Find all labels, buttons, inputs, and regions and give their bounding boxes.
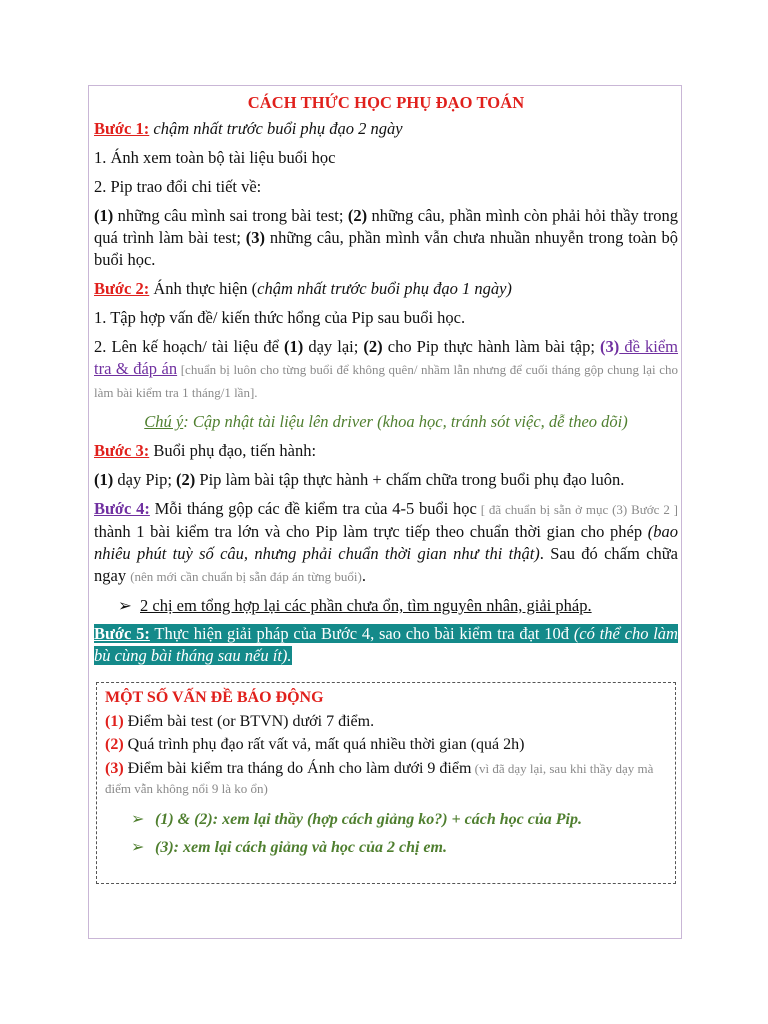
s2-n3: (3) [600,337,620,356]
alarm-item-3 [105,759,669,799]
s4-b: thành 1 bài kiểm tra lớn và cho Pip làm trực tiếp theo chuẩn thời gian cho phép [94,522,648,541]
alarm-title: MỘT SỐ VẤN ĐỀ BÁO ĐỘNG [105,689,324,706]
s2-d: đề kiểm tra & đáp án [94,337,679,378]
s3-n2: (2) [176,470,196,489]
detail-2: những câu, phần mình còn phải hỏi thầy trong quá trình làm bài test; [94,206,678,247]
s2-c: cho Pip thực hành làm bài tập; [382,337,601,356]
step-2-item-1: 1. Tập hợp vấn đề/ kiến thức hổng của Pip sau buổi học. [94,308,466,327]
alarm-item-1 [105,713,669,731]
note-text: : Cập nhật tài liệu lên driver (khoa học, tránh sót việc, dễ theo dõi) [183,412,628,431]
s4-note2: (nên mới cần chuẩn bị sẵn đáp án từng buổi) [130,569,362,584]
num-1: (1) [94,206,114,225]
s2-n1: (1) [284,337,304,356]
a3-t: Điểm bài kiểm tra tháng do Ánh cho làm dưới 9 điểm [123,760,472,777]
a1-n: (1) [105,713,124,730]
a3-note: (vì đã dạy lại, sau khi thầy dạy mà điểm vẫn không nổi 9 là ko ổn) [105,761,654,796]
step-1 [94,118,678,140]
document-body [94,92,678,674]
a3-n: (3) [105,760,124,777]
a2-t: Quá trình phụ đạo rất vất vả, mất quá nhiều thời gian (quá 2h) [123,736,525,753]
s4-c: . Sau đó chấm chữa ngay [94,544,678,585]
step-5-text: Thực hiện giải pháp của Bước 4, sao cho bài kiểm tra đạt 10đ [149,624,574,643]
detail-1: những câu mình sai trong bài test; [113,206,348,225]
step-4-bullet [118,595,678,617]
step-3-item [94,469,678,491]
step-4-label: Bước 4: [94,499,150,518]
step-1-detail [94,205,678,271]
step-4 [94,498,678,588]
step-3-text: Buổi phụ đạo, tiến hành: [149,441,317,460]
alarm-item-2 [105,736,669,754]
step-5 [94,623,678,667]
arrow-bullet-icon: ➢ [131,811,145,828]
s4-italic: (bao nhiêu phút tuỳ số câu, nhưng phải chuẩn thời gian như thi thật) [94,522,678,563]
num-2: (2) [347,206,368,225]
s2-note: [chuẩn bị luôn cho từng buổi để không quên/ nhầm lẫn nhưng để cuối tháng gộp chung lại cho làm bài kiểm tra 1 tháng/1 lần]. [94,362,678,400]
arrow-bullet-icon: ➢ [131,839,145,856]
note-line [94,411,678,433]
step-5-label: Bước 5: [94,624,150,643]
s3-b: Pip làm bài tập thực hành + chấm chữa trong buổi phụ đạo luôn. [195,470,625,489]
s2-a: 2. Lên kế hoạch/ tài liệu để [94,337,284,356]
alarm-box [96,682,676,884]
step-2 [94,278,678,300]
arrow-bullet-icon: ➢ [118,596,132,615]
alarm-bullet-1-text: (1) & (2): xem lại thầy (hợp cách giảng ko?) + cách học của Pip. [155,811,582,828]
step-5-italic: (có thể cho làm bù cùng bài tháng sau nếu ít). [94,624,678,665]
step-1-item-2: 2. Pip trao đổi chi tiết về: [94,177,262,196]
step-2-italic: chậm nhất trước buổi phụ đạo 1 ngày) [257,279,512,298]
document-title: CÁCH THỨC HỌC PHỤ ĐẠO TOÁN [247,93,525,112]
detail-3: những câu, phần mình vẫn chưa nhuần nhuyễn trong toàn bộ buổi học. [94,228,678,269]
step-1-text: chậm nhất trước buổi phụ đạo 2 ngày [153,119,403,138]
s4-d: . [361,566,366,585]
step-1-item-1: 1. Ánh xem toàn bộ tài liệu buổi học [94,148,336,167]
s4-a: Mỗi tháng gộp các đề kiểm tra của 4-5 buổi học [149,499,477,518]
step-5-highlight [94,624,678,665]
num-3: (3) [245,228,266,247]
bullet-4-text: 2 chị em tổng hợp lại các phần chưa ổn, tìm nguyên nhân, giải pháp. [140,596,592,615]
step-3 [94,440,678,462]
note-label: Chú ý [144,412,184,431]
s4-note1: [ đã chuẩn bị sẵn ở mục (3) Bước 2 ] [476,502,679,517]
step-1-label: Bước 1: [94,119,150,138]
step-3-label: Bước 3: [94,441,150,460]
step-2-text: Ánh thực hiện ( [149,279,258,298]
s2-b: dạy lại; [303,337,364,356]
a2-n: (2) [105,736,124,753]
s2-n2: (2) [363,337,383,356]
alarm-bullet-2-text: (3): xem lại cách giảng và học của 2 chị em. [155,839,447,856]
alarm-bullet-1 [131,809,669,829]
alarm-bullet-2 [131,837,669,857]
s3-n1: (1) [94,470,114,489]
a1-t: Điểm bài test (or BTVN) dưới 7 điểm. [123,713,375,730]
step-2-label: Bước 2: [94,279,150,298]
s3-a: dạy Pip; [113,470,177,489]
step-2-item-2 [94,336,678,404]
